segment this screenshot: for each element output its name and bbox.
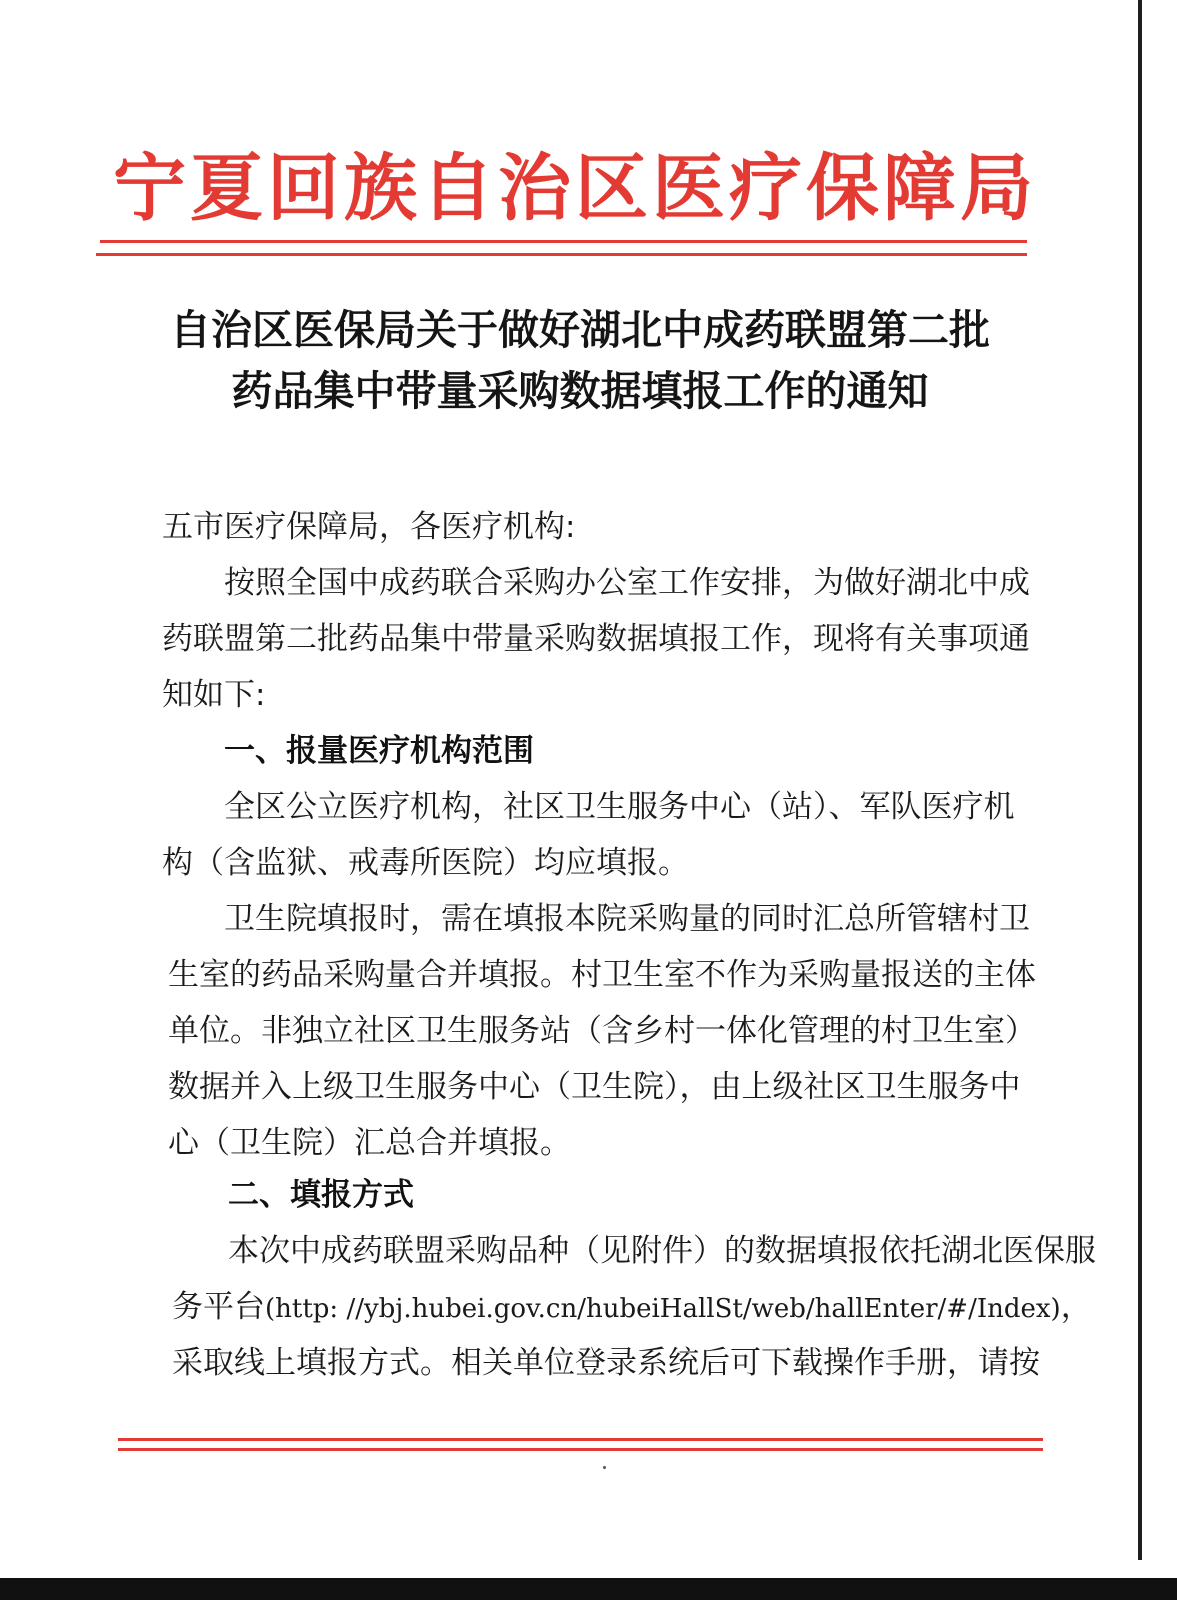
letterhead-rule-thick: [96, 253, 1027, 256]
intro-line-1: 按照全国中成药联合采购办公室工作安排，为做好湖北中成: [224, 565, 1030, 601]
section-1-para-1-line-2: 构（含监狱、戒毒所医院）均应填报。: [162, 845, 689, 881]
footer-rule-top: [118, 1438, 1043, 1441]
section-2-para-1-line-1: 本次中成药联盟采购品种（见附件）的数据填报依托湖北医保服: [228, 1233, 1096, 1269]
scan-edge-right: [1138, 0, 1142, 1560]
intro-line-3: 知如下:: [162, 677, 266, 713]
platform-suffix: ，: [1060, 1289, 1092, 1325]
section-1-para-1-line-1: 全区公立医疗机构，社区卫生服务中心（站）、军队医疗机: [224, 789, 1015, 825]
platform-prefix: 务平台: [172, 1289, 265, 1325]
section-1-para-2-line-3: 单位。非独立社区卫生服务站（含乡村一体化管理的村卫生室）: [168, 1013, 1036, 1049]
letterhead-agency-name: 宁夏回族自治区医疗保障局: [113, 145, 1037, 231]
scan-edge-bottom: [0, 1578, 1177, 1600]
platform-url: (http: //ybj.hubei.gov.cn/hubeiHallSt/web/hallEnter/#/Index): [265, 1294, 1061, 1324]
section-2-para-1-line-3: 采取线上填报方式。相关单位登录系统后可下载操作手册，请按: [172, 1345, 1040, 1381]
footer-rule-bottom: [118, 1448, 1043, 1451]
section-1-para-2-line-2: 生室的药品采购量合并填报。村卫生室不作为采购量报送的主体: [168, 957, 1036, 993]
document-title-line-2: 药品集中带量采购数据填报工作的通知: [231, 367, 929, 415]
section-2-para-1-line-2: [172, 1285, 1092, 1331]
section-1-para-2-line-4: 数据并入上级卫生服务中心（卫生院），由上级社区卫生服务中: [168, 1069, 1021, 1105]
intro-line-2: 药联盟第二批药品集中带量采购数据填报工作，现将有关事项通: [162, 621, 1030, 657]
letterhead-rule-thin: [100, 240, 1027, 243]
document-title-line-1: 自治区医保局关于做好湖北中成药联盟第二批: [170, 306, 990, 354]
section-2-heading: 二、填报方式: [228, 1177, 414, 1213]
salutation: 五市医疗保障局，各医疗机构:: [162, 509, 576, 545]
section-1-para-2-line-1: 卫生院填报时，需在填报本院采购量的同时汇总所管辖村卫: [224, 901, 1030, 937]
section-1-heading: 一、报量医疗机构范围: [224, 733, 534, 769]
section-1-para-2-line-5: 心（卫生院）汇总合并填报。: [168, 1125, 571, 1161]
scan-speck: [603, 1466, 606, 1469]
